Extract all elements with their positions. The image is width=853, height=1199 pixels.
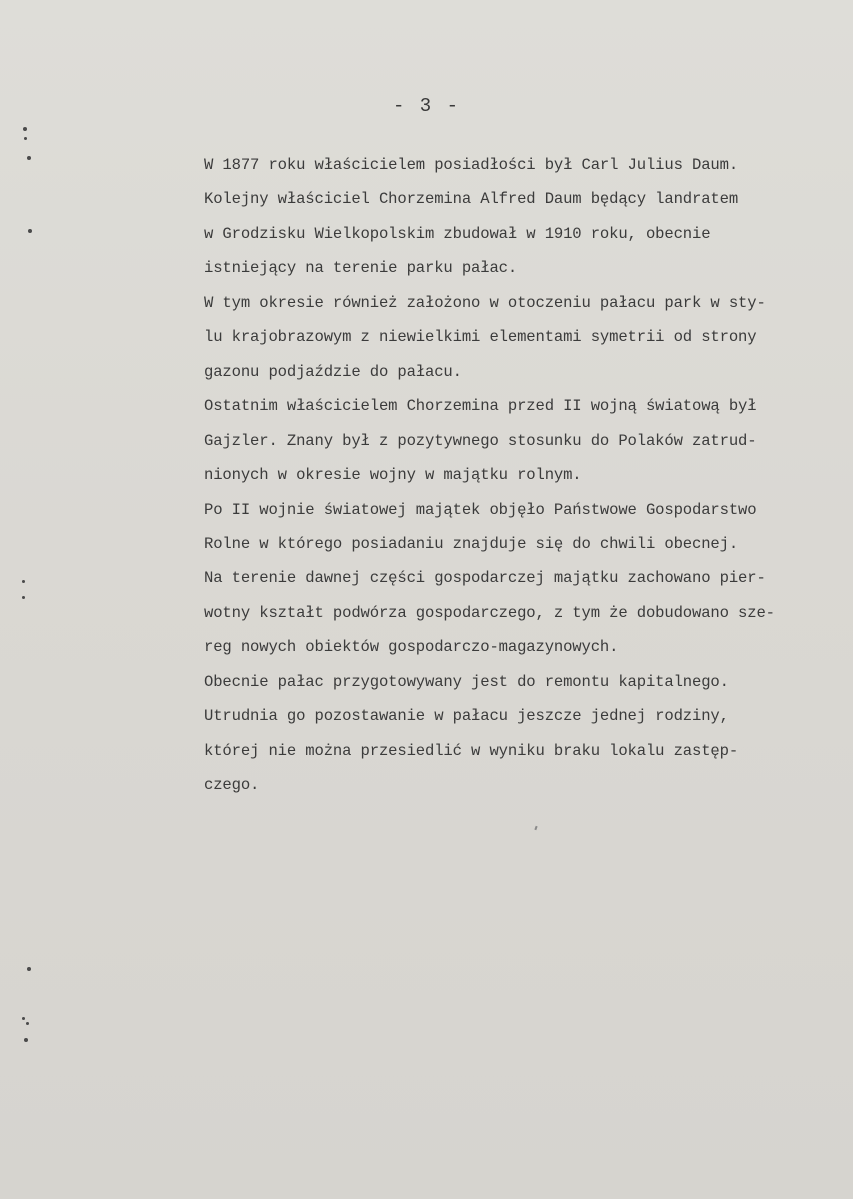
binding-mark <box>22 596 25 599</box>
binding-mark <box>23 127 27 131</box>
text-line: Obecnie pałac przygotowywany jest do remontu kapitalnego. <box>204 672 729 691</box>
paper-speck <box>534 826 537 830</box>
body-text <box>204 148 844 803</box>
text-line: istniejący na terenie parku pałac. <box>204 259 518 278</box>
binding-mark <box>22 580 25 583</box>
binding-mark <box>22 1017 25 1020</box>
binding-mark <box>26 1022 29 1025</box>
text-line: nionych w okresie wojny w majątku rolnym. <box>204 466 582 485</box>
text-line: Utrudnia go pozostawanie w pałacu jeszcze jednej rodziny, <box>204 707 729 726</box>
text-line: Gajzler. Znany był z pozytywnego stosunku do Polaków zatrud- <box>204 431 757 450</box>
text-line: Ostatnim właścicielem Chorzemina przed II wojną światową był <box>204 397 757 416</box>
text-line: W 1877 roku właścicielem posiadłości był Carl Julius Daum. <box>204 156 739 174</box>
text-line: Na terenie dawnej części gospodarczej majątku zachowano pier- <box>204 569 766 588</box>
text-line: czego. <box>204 776 260 795</box>
page-number: - 3 - <box>392 95 460 117</box>
text-line: reg nowych obiektów gospodarczo-magazynowych. <box>204 638 619 657</box>
binding-mark <box>27 156 31 160</box>
binding-mark <box>28 229 32 233</box>
text-line: w Grodzisku Wielkopolskim zbudował w 1910 roku, obecnie <box>204 224 711 243</box>
text-line: W tym okresie również założono w otoczeniu pałacu park w sty- <box>204 293 766 312</box>
binding-mark <box>24 1038 28 1042</box>
text-line: gazonu podjaździe do pałacu. <box>204 362 462 381</box>
text-line: Rolne w którego posiadaniu znajduje się do chwili obecnej. <box>204 534 739 553</box>
binding-mark <box>24 137 27 140</box>
text-line: której nie można przesiedlić w wyniku braku lokalu zastęp- <box>204 741 739 760</box>
text-line: wotny kształt podwórza gospodarczego, z tym że dobudowano sze- <box>204 603 775 622</box>
text-line: Po II wojnie światowej majątek objęło Państwowe Gospodarstwo <box>204 500 757 519</box>
binding-mark <box>27 967 31 971</box>
text-line: Kolejny właściciel Chorzemina Alfred Daum będący landratem <box>204 190 739 209</box>
text-line: lu krajobrazowym z niewielkimi elementami symetrii od strony <box>204 328 757 347</box>
